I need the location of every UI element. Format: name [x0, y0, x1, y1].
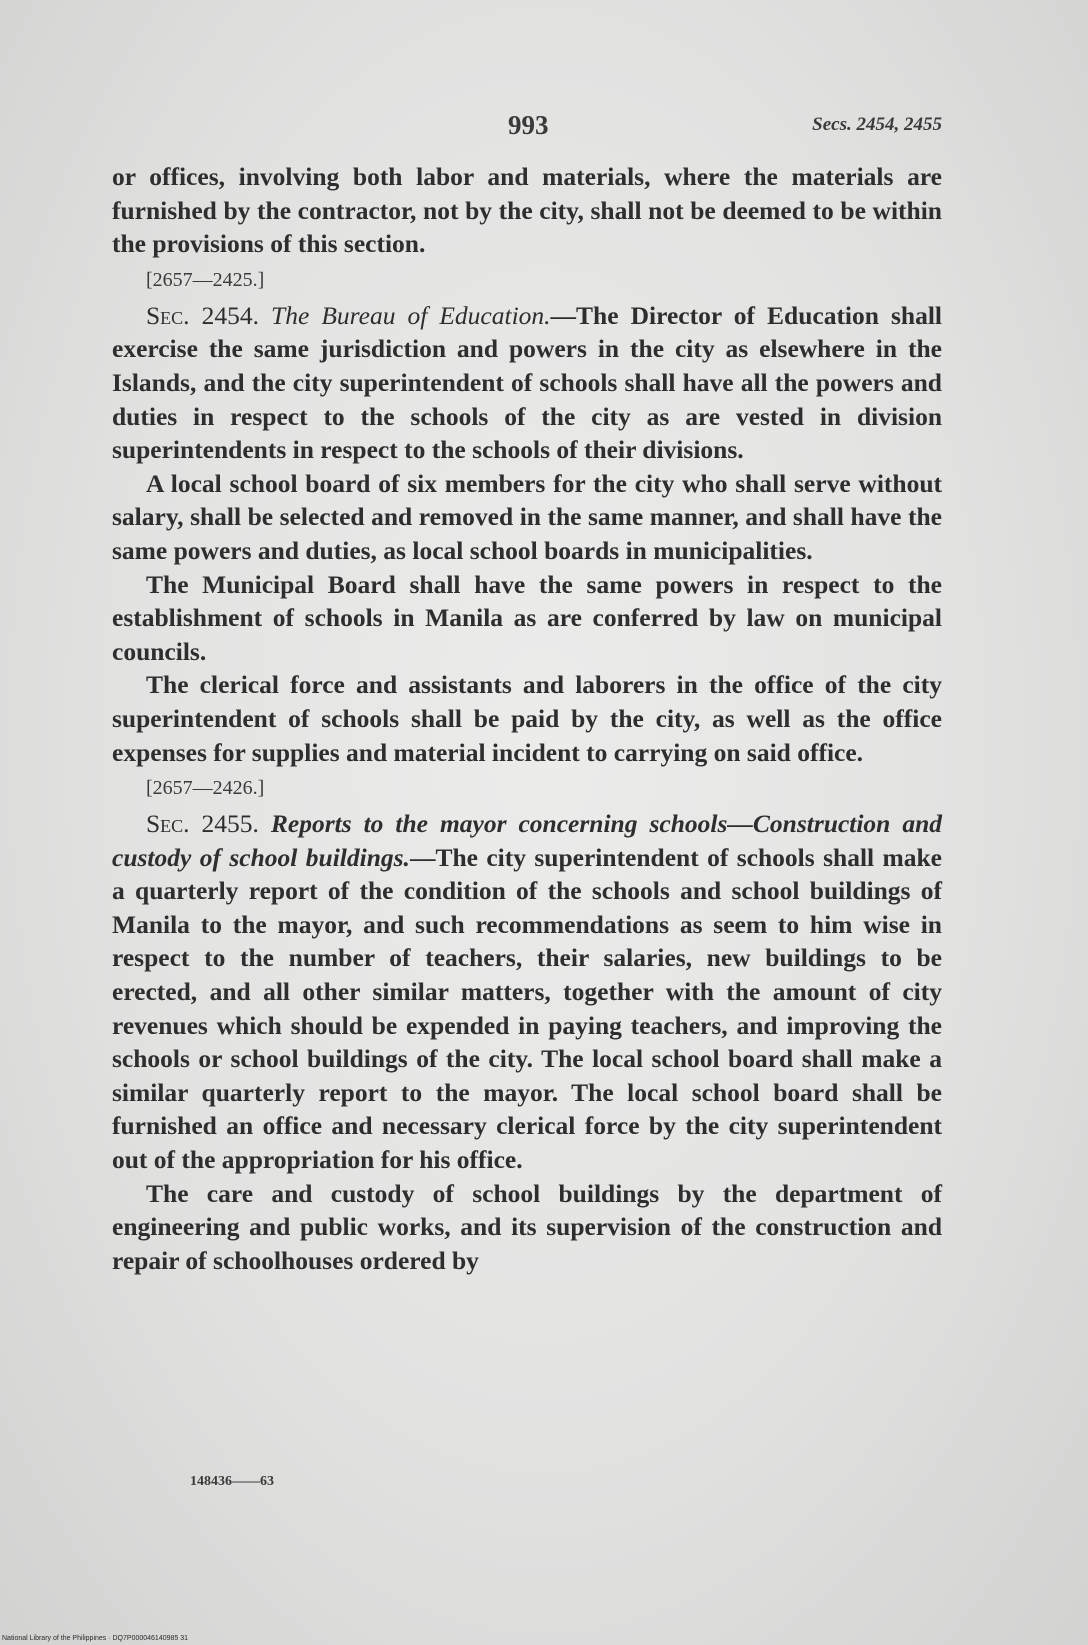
paragraph: The clerical force and assistants and laborers in the office of the city superintendent of schools shall be paid by the city, as well as the office expenses for supplies and material incident to carrying on said office. — [112, 670, 942, 767]
continuation-paragraph: or offices, involving both labor and materials, where the materials are furnished by the contractor, not by the city, shall not be deemed to be within the provisions of this section. — [112, 162, 942, 259]
running-head: Secs. 2454, 2455 — [812, 114, 942, 135]
section-2454-paragraph — [112, 299, 942, 467]
section-text: —The city superintendent of schools shall make a quarterly report of the condition of the schools and school buildings of Manila to the mayor, and such recommendations as seem to him wise in respect to the number of teachers, their salaries, new buildings to be erected, and all other similar matters, together with the amount of city revenues which should be expended in paying teachers, and improving the schools or school buildings of the city. The local school board shall make a similar quarterly report to the mayor. The local school board shall be furnished an office and necessary clerical force by the city superintendent out of the appropriation for his office. — [112, 842, 943, 1175]
citation-2455: [2657—2426.] — [146, 777, 265, 800]
citation-2454: [2657—2425.] — [146, 268, 265, 291]
section-title: The Bureau of Education. — [271, 300, 551, 330]
page-header — [112, 110, 942, 150]
paragraph: The Municipal Board shall have the same powers in respect to the establishment of schools in Manila as are conferred by law on municipal councils. — [112, 569, 942, 666]
section-title: Reports to the mayor concerning schools—Construction and custody of school buildings. — [112, 809, 943, 872]
body-text — [112, 160, 942, 1277]
section-text: —The Director of Education shall exercise the same jurisdiction and powers in the city as elsewhere in the Islands, and the city superintendent of schools shall have all the powers and duties in respect to the schools of the city as are vested in division superintendents in respect to the schools of their divisions. — [112, 300, 943, 465]
paragraph: The care and custody of school buildings by the department of engineering and public works, and its supervision of the construction and repair of schoolhouses ordered by — [112, 1178, 942, 1275]
scan-credit: National Library of the Philippines · DQ7P000046140985 31 — [2, 1635, 189, 1642]
paragraph: A local school board of six members for the city who shall serve without salary, shall be selected and removed in the same manner, and shall have the same powers and duties, as local school boards in municipalities. — [112, 468, 942, 565]
signature-code: 148436——63 — [190, 1474, 274, 1489]
section-label: Sec. 2454. — [146, 300, 259, 330]
page-number: 993 — [508, 110, 549, 140]
section-label: Sec. 2455. — [146, 809, 259, 839]
section-2455-paragraph — [112, 807, 942, 1177]
